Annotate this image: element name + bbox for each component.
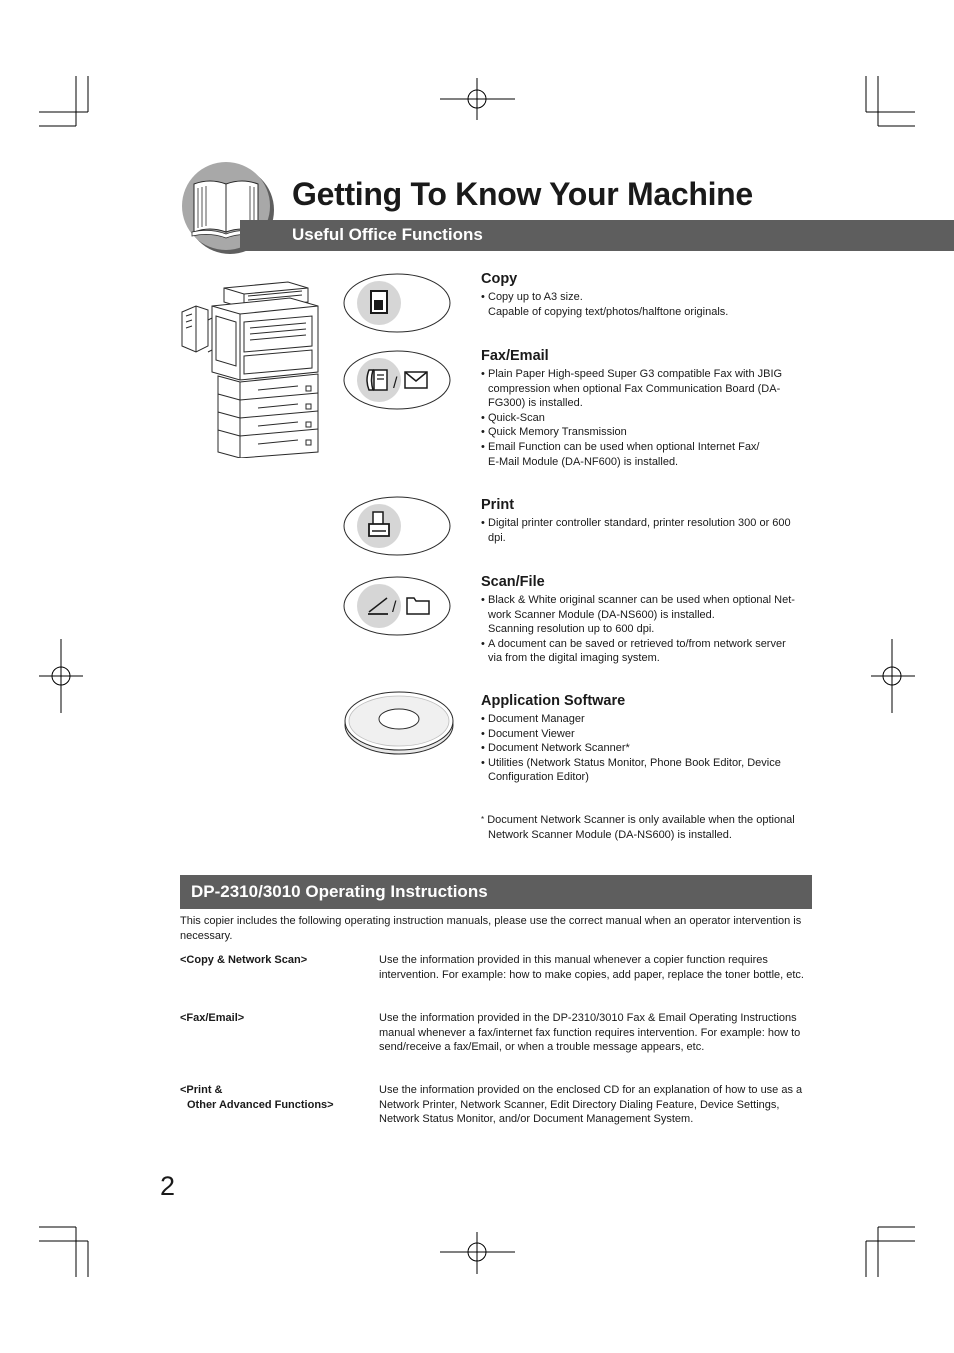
bullet-line: • Quick-Scan bbox=[481, 411, 816, 426]
manual-name-line-2: Other Advanced Functions> bbox=[187, 1098, 334, 1111]
bullet-line: Scanning resolution up to 600 dpi. bbox=[488, 623, 655, 636]
bullet-line: dpi. bbox=[488, 531, 506, 544]
manual-description: Use the information provided in the DP-2310/3010 Fax & Email Operating Instructions manual whenever a fax/internet fax function requires intervention. For example: how to send/receive a fax/Email, or when a trouble message appears, etc. bbox=[379, 1012, 801, 1054]
copy-icon bbox=[343, 273, 451, 333]
feature-bullets bbox=[481, 290, 816, 319]
fax-email-icon bbox=[343, 350, 451, 410]
manual-name-line: <Copy & Network Scan> bbox=[180, 954, 308, 966]
bullet-line: • Document Network Scanner* bbox=[481, 741, 816, 756]
section-bar bbox=[240, 220, 954, 251]
footnote-line-2: Network Scanner Module (DA-NS600) is installed. bbox=[488, 828, 732, 841]
bullet-line: work Scanner Module (DA-NS600) is installed. bbox=[488, 608, 715, 621]
feature-title: Print bbox=[481, 497, 515, 513]
copier-illustration bbox=[178, 276, 328, 458]
manual-description: Use the information provided on the enclosed CD for an explanation of how to use as a Network Printer, Network Scanner, Edit Directory Dialing Feature, Device Settings, Network Status Monitor, and/or Document Management System. bbox=[379, 1084, 803, 1126]
feature-application-software bbox=[481, 693, 816, 785]
manual-name bbox=[180, 1011, 370, 1026]
scan-file-icon bbox=[343, 576, 451, 636]
feature-print bbox=[481, 497, 816, 545]
feature-bullets bbox=[481, 516, 816, 545]
operating-instructions-title: DP-2310/3010 Operating Instructions bbox=[191, 882, 488, 901]
bullet-line: E-Mail Module (DA-NF600) is installed. bbox=[488, 455, 679, 468]
feature-bullets bbox=[481, 712, 816, 785]
feature-scan-file bbox=[481, 574, 816, 666]
section-title: Useful Office Functions bbox=[292, 225, 483, 244]
feature-bullets bbox=[481, 593, 816, 666]
bullet-line: • Document Manager bbox=[481, 712, 816, 727]
manual-name bbox=[180, 953, 370, 968]
svg-text:/: / bbox=[392, 599, 397, 616]
bullet-line: • Digital printer controller standard, printer resolution 300 or 600 bbox=[481, 516, 816, 531]
manual-name bbox=[180, 1083, 370, 1112]
feature-title: Copy bbox=[481, 271, 518, 287]
bullet-line: FG300) is installed. bbox=[488, 397, 583, 410]
feature-title: Scan/File bbox=[481, 574, 545, 590]
page-title: Getting To Know Your Machine bbox=[292, 176, 753, 212]
bullet-line: • A document can be saved or retrieved to/from network server bbox=[481, 637, 816, 652]
cd-icon bbox=[343, 690, 455, 756]
feature-title: Fax/Email bbox=[481, 348, 549, 364]
manual-name-line: <Fax/Email> bbox=[180, 1012, 245, 1024]
bullet-line: Configuration Editor) bbox=[488, 771, 589, 784]
bullet-line: Capable of copying text/photos/halftone originals. bbox=[488, 305, 729, 318]
bullet-line: • Quick Memory Transmission bbox=[481, 425, 816, 440]
print-icon bbox=[343, 496, 451, 556]
feature-fax-email bbox=[481, 348, 816, 469]
manual-description: Use the information provided in this manual whenever a copier function requires intervention. For example: how to make copies, add paper, replace the toner bottle, etc. bbox=[379, 954, 804, 981]
bullet-line: • Black & White original scanner can be used when optional Net- bbox=[481, 593, 816, 608]
manual-name-line: <Print & bbox=[180, 1084, 223, 1096]
page-number: 2 bbox=[160, 1171, 176, 1201]
bullet-line: via from the digital imaging system. bbox=[488, 652, 660, 665]
feature-copy bbox=[481, 271, 816, 319]
bullet-line: compression when optional Fax Communication Board (DA- bbox=[488, 382, 781, 395]
footnote-line bbox=[481, 813, 816, 828]
footnote bbox=[481, 813, 816, 842]
feature-bullets bbox=[481, 367, 816, 469]
bullet-line: • Document Viewer bbox=[481, 727, 816, 742]
footnote-mark: * bbox=[481, 815, 485, 824]
operating-instructions-bar bbox=[180, 875, 812, 909]
feature-title: Application Software bbox=[481, 693, 626, 709]
bullet-line: • Plain Paper High-speed Super G3 compatible Fax with JBIG bbox=[481, 367, 816, 382]
svg-text:/: / bbox=[393, 375, 398, 392]
bullet-line: • Copy up to A3 size. bbox=[481, 290, 816, 305]
bullet-line: • Utilities (Network Status Monitor, Phone Book Editor, Device bbox=[481, 756, 816, 771]
bullet-line: • Email Function can be used when optional Internet Fax/ bbox=[481, 440, 816, 455]
footnote-text: Document Network Scanner is only available when the optional bbox=[487, 814, 795, 826]
operating-intro: This copier includes the following operating instruction manuals, please use the correct manual when an operator intervention is necessary. bbox=[180, 915, 802, 942]
